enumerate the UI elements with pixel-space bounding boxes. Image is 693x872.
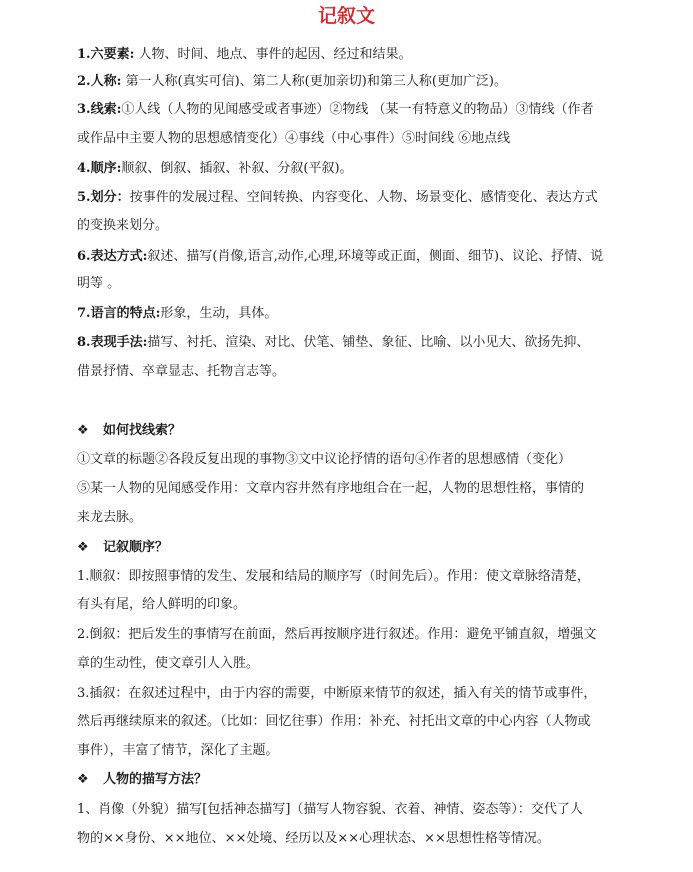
- item-division-cont: 的变换来划分。: [77, 218, 169, 233]
- item-person: [77, 73, 677, 91]
- item-text: 叙述、描写(肖像,语言,动作,心理,环境等或正面，侧面、细节)、议论、抒情、说: [147, 249, 604, 264]
- section-portrait-line: 物的××身份、××地位、××处境、经历以及××心理状态、××思想性格等情况。: [77, 831, 550, 846]
- item-clue-cont: 或作品中主要人物的思想感情变化）④事线（中心事件）⑤时间线 ⑥地点线: [77, 131, 511, 146]
- item-text: ①人线（人物的见闻感受或者事迹）②物线 （某一有特意义的物品）③情线（作者: [121, 102, 594, 117]
- item-head: 3.线索: [77, 102, 117, 117]
- item-head: 7.语言的特点: [77, 306, 156, 321]
- section-order-line: 然后再继续原来的叙述。（比如：回忆往事）作用：补充、衬托出文章的中心内容（人物或: [77, 714, 591, 729]
- item-text: 顺叙、倒叙、插叙、补叙、分叙(平叙)。: [121, 161, 353, 176]
- item-sep: :: [129, 47, 135, 62]
- section-clue-line: ⑤某一人物的见闻感受作用：文章内容井然有序地组合在一起，人物的思想性格，事情的: [77, 481, 585, 496]
- section-heading-portrait: [77, 771, 207, 789]
- item-expression-cont: 明等 。: [77, 276, 121, 291]
- section-clue-line: ①文章的标题②各段反复出现的事物③文中议论抒情的语句④作者的思想感情（变化）: [77, 452, 572, 467]
- item-sep: :: [142, 249, 148, 264]
- item-six-elements: [77, 46, 677, 64]
- section-heading-order: [77, 539, 168, 557]
- section-order-line: 有头有尾，给人鲜明的印象。: [77, 597, 247, 612]
- item-sep: :: [142, 335, 148, 350]
- diamond-bullet-icon: ❖: [77, 423, 89, 438]
- section-order-line: 1.顺叙：即按照事情的发生、发展和结局的顺序写（时间先后）。作用：使文章脉络清楚，: [77, 569, 590, 584]
- item-technique-cont: 借景抒情、卒章显志、托物言志等。: [77, 364, 286, 379]
- item-sep: :: [116, 161, 122, 176]
- item-text: 按事件的发展过程、空间转换、内容变化、人物、场景变化、感情变化、表达方式: [129, 190, 598, 205]
- item-expression: [77, 248, 677, 266]
- section-clue-line: 来龙去脉。: [77, 510, 143, 525]
- item-head: 4.顺序: [77, 161, 117, 176]
- item-sep: :: [116, 102, 122, 117]
- item-text: 描写、衬托、渲染、对比、伏笔、铺垫、象征、比喻、以小见大、欲扬先抑、: [147, 335, 590, 350]
- section-order-line: 事件），丰富了情节，深化了主题。: [77, 743, 279, 758]
- item-sep: :: [155, 306, 161, 321]
- item-clue: [77, 101, 677, 119]
- section-heading-text: 如何找线索？: [103, 423, 182, 438]
- item-head: 6.表达方式: [77, 249, 143, 264]
- item-sep: ：: [116, 190, 130, 205]
- item-text: 人物、时间、地点、事件的起因、经过和结果。: [138, 47, 412, 62]
- section-order-line: 2.倒叙：把后发生的事情写在前面，然后再按顺序进行叙述。作用：避免平铺直叙，增强文: [77, 627, 597, 642]
- item-text: 形象，生动，具体。: [160, 306, 278, 321]
- item-head: 2.人称: [77, 74, 117, 89]
- item-text: 第一人称(真实可信)、第二人称(更加亲切)和第三人称(更加广泛)。: [125, 74, 507, 89]
- item-division: [77, 189, 677, 207]
- item-order: [77, 160, 677, 178]
- item-technique: [77, 334, 677, 352]
- diamond-bullet-icon: ❖: [77, 772, 89, 787]
- section-order-line: 章的生动性，使文章引人入胜。: [77, 656, 260, 671]
- section-heading-clue: [77, 422, 181, 440]
- document-title: 记叙文: [317, 5, 375, 27]
- diamond-bullet-icon: ❖: [77, 540, 89, 555]
- section-heading-text: 记叙顺序？: [103, 540, 169, 555]
- section-heading-text: 人物的描写方法？: [103, 772, 208, 787]
- item-head: 1.六要素: [77, 47, 130, 62]
- item-head: 8.表现手法: [77, 335, 143, 350]
- item-language: [77, 305, 677, 323]
- item-sep: :: [116, 74, 122, 89]
- item-head: 5.划分: [77, 190, 117, 205]
- section-portrait-line: 1、肖像（外貌）描写[包括神态描写]（描写人物容貌、衣着、神情、姿态等）：交代了人: [77, 802, 583, 817]
- section-order-line: 3.插叙：在叙述过程中，由于内容的需要，中断原来情节的叙述，插入有关的情节或事件，: [77, 686, 597, 701]
